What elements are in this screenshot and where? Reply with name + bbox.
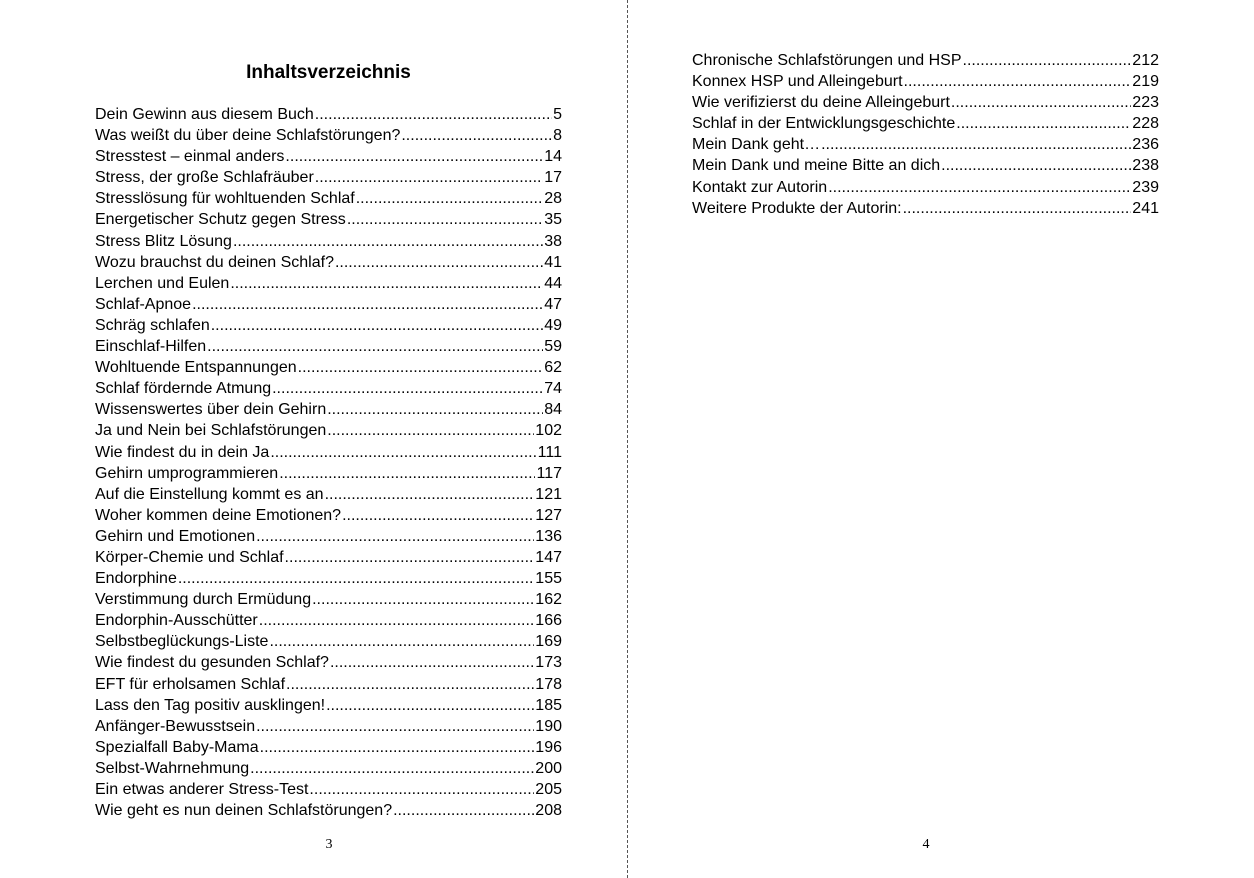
toc-entry: [95, 399, 562, 420]
toc-entry-title: Schlaf in der Entwicklungsgeschichte: [692, 115, 956, 133]
toc-entry: [95, 209, 562, 230]
toc-entry: [95, 315, 562, 336]
toc-entry: [692, 198, 1159, 219]
toc-entry-title: Auf die Einstellung kommt es an: [95, 485, 324, 503]
toc-entry-title: Kontakt zur Autorin: [692, 178, 828, 196]
toc-dot-leader: [963, 50, 1132, 71]
toc-entry: [95, 294, 562, 315]
toc-list-right: [692, 50, 1159, 219]
toc-entry-title: Konnex HSP und Alleingeburt: [692, 73, 903, 91]
toc-entry-page: 62: [544, 359, 562, 377]
toc-entry-title: Schräg schlafen: [95, 316, 210, 334]
toc-entry: [95, 167, 562, 188]
toc-entry-title: Mein Dank geht…: [692, 136, 821, 154]
toc-entry-page: 219: [1132, 73, 1159, 91]
toc-dot-leader: [230, 273, 543, 294]
toc-entry-title: Ein etwas anderer Stress-Test: [95, 781, 309, 798]
toc-dot-leader: [821, 134, 1131, 155]
toc-entry-page: 59: [544, 338, 562, 356]
toc-entry: [95, 631, 562, 652]
toc-entry: [692, 50, 1159, 71]
toc-entry: [95, 800, 562, 821]
toc-dot-leader: [260, 737, 535, 758]
toc-entry-page: 147: [535, 548, 562, 566]
toc-entry-title: Wohltuende Entspannungen: [95, 359, 297, 377]
toc-entry-title: Was weißt du über deine Schlafstörungen?: [95, 127, 401, 145]
toc-dot-leader: [326, 695, 534, 716]
toc-entry: [95, 378, 562, 399]
toc-dot-leader: [259, 610, 535, 631]
toc-entry-title: Gehirn umprogrammieren: [95, 464, 279, 482]
toc-entry: [95, 589, 562, 610]
toc-dot-leader: [178, 568, 534, 589]
toc-entry: [95, 526, 562, 547]
toc-entry: [95, 188, 562, 209]
toc-entry-page: 8: [553, 127, 562, 145]
toc-entry-title: Stress Blitz Lösung: [95, 232, 232, 250]
toc-dot-leader: [951, 92, 1131, 113]
toc-entry-page: 35: [544, 211, 562, 229]
toc-entry-title: Woher kommen deine Emotionen?: [95, 506, 342, 524]
toc-entry: [95, 652, 562, 673]
toc-entry-title: Mein Dank und meine Bitte an dich: [692, 157, 941, 175]
toc-entry-title: Energetischer Schutz gegen Stress: [95, 211, 346, 229]
toc-entry-page: 162: [535, 591, 562, 609]
toc-dot-leader: [401, 125, 552, 146]
toc-entry: [95, 695, 562, 716]
toc-entry: [95, 547, 562, 568]
toc-entry-page: 121: [535, 485, 562, 503]
toc-entry-page: 178: [535, 675, 562, 693]
toc-entry-title: Wie findest du in dein Ja: [95, 443, 270, 461]
toc-dot-leader: [335, 252, 543, 273]
toc-entry-title: Selbstbeglückungs-Liste: [95, 633, 269, 651]
toc-dot-leader: [211, 315, 543, 336]
toc-entry-title: Ja und Nein bei Schlafstörungen: [95, 422, 327, 440]
toc-dot-leader: [298, 357, 544, 378]
toc-entry-title: Stresslösung für wohltuenden Schlaf: [95, 190, 355, 208]
toc-entry-page: 190: [535, 717, 562, 735]
toc-entry-page: 14: [544, 148, 562, 166]
toc-entry: [95, 273, 562, 294]
toc-entry-title: Lerchen und Eulen: [95, 274, 230, 292]
toc-dot-leader: [828, 177, 1131, 198]
toc-entry-page: 241: [1132, 199, 1159, 217]
toc-dot-leader: [286, 674, 534, 695]
toc-dot-leader: [285, 146, 543, 167]
toc-dot-leader: [233, 231, 543, 252]
toc-entry: [95, 737, 562, 758]
toc-entry-title: Schlaf-Apnoe: [95, 295, 192, 313]
toc-dot-leader: [315, 104, 552, 125]
toc-list-left: [95, 104, 562, 821]
toc-entry-title: Anfänger-Bewusstsein: [95, 717, 256, 735]
toc-entry: [95, 674, 562, 695]
toc-dot-leader: [347, 209, 543, 230]
toc-entry-page: 205: [535, 781, 562, 798]
toc-entry-page: 84: [544, 401, 562, 419]
toc-entry: [692, 155, 1159, 176]
toc-entry: [95, 484, 562, 505]
page-divider: [627, 0, 628, 878]
toc-dot-leader: [356, 188, 543, 209]
toc-entry: [95, 716, 562, 737]
toc-entry: [95, 336, 562, 357]
toc-entry-page: 155: [535, 570, 562, 588]
toc-entry: [95, 610, 562, 631]
toc-dot-leader: [207, 336, 543, 357]
toc-dot-leader: [272, 378, 543, 399]
toc-entry-page: 236: [1132, 136, 1159, 154]
toc-entry-title: Weitere Produkte der Autorin:: [692, 199, 902, 217]
toc-entry-page: 44: [544, 274, 562, 292]
toc-entry-page: 239: [1132, 178, 1159, 196]
toc-entry: [692, 134, 1159, 155]
toc-entry-page: 223: [1132, 94, 1159, 112]
toc-entry: [692, 92, 1159, 113]
toc-entry-page: 136: [535, 527, 562, 545]
toc-entry-title: Wissenswertes über dein Gehirn: [95, 401, 327, 419]
toc-entry-title: Endorphine: [95, 570, 177, 588]
toc-entry-page: 208: [535, 802, 562, 820]
toc-entry-title: Wie verifizierst du deine Alleingeburt: [692, 94, 950, 112]
toc-entry-title: Stress, der große Schlafräuber: [95, 169, 314, 187]
toc-title: Inhaltsverzeichnis: [246, 62, 411, 83]
toc-entry-page: 111: [537, 443, 562, 461]
toc-entry-title: Einschlaf-Hilfen: [95, 338, 207, 356]
toc-entry-title: Lass den Tag positiv ausklingen!: [95, 696, 326, 714]
toc-entry-page: 185: [535, 696, 562, 714]
toc-dot-leader: [327, 399, 543, 420]
toc-entry: [95, 357, 562, 378]
toc-entry: [95, 252, 562, 273]
toc-entry-page: 5: [553, 106, 562, 123]
toc-entry: [95, 568, 562, 589]
right-page: [629, 0, 1254, 878]
toc-dot-leader: [941, 155, 1131, 176]
toc-entry-page: 49: [544, 316, 562, 334]
toc-entry-title: Körper-Chemie und Schlaf: [95, 548, 284, 566]
toc-entry-page: 102: [535, 422, 562, 440]
toc-entry-title: Spezialfall Baby-Mama: [95, 738, 259, 756]
toc-entry: [95, 463, 562, 484]
toc-entry: [95, 779, 562, 800]
toc-dot-leader: [904, 71, 1132, 92]
toc-entry-title: Stresstest – einmal anders: [95, 148, 285, 166]
toc-dot-leader: [315, 167, 543, 188]
toc-dot-leader: [325, 484, 535, 505]
toc-entry: [692, 113, 1159, 134]
toc-dot-leader: [250, 758, 534, 779]
toc-dot-leader: [327, 420, 534, 441]
page-number-left: 3: [325, 837, 333, 852]
toc-dot-leader: [285, 547, 535, 568]
toc-entry-title: Wie geht es nun deinen Schlafstörungen?: [95, 802, 393, 820]
toc-entry: [95, 231, 562, 252]
toc-entry-title: Selbst-Wahrnehmung: [95, 759, 250, 777]
toc-entry: [95, 420, 562, 441]
toc-entry-title: Dein Gewinn aus diesem Buch: [95, 106, 314, 123]
toc-dot-leader: [312, 589, 534, 610]
toc-entry-title: Verstimmung durch Ermüdung: [95, 591, 312, 609]
toc-entry: [95, 125, 562, 146]
toc-entry: [95, 146, 562, 167]
toc-entry-page: 127: [535, 506, 562, 524]
toc-entry-page: 169: [535, 633, 562, 651]
toc-entry-page: 41: [544, 253, 562, 271]
toc-entry-page: 74: [544, 380, 562, 398]
toc-dot-leader: [342, 505, 534, 526]
toc-entry: [95, 505, 562, 526]
toc-entry-title: Chronische Schlafstörungen und HSP: [692, 52, 962, 69]
toc-dot-leader: [279, 463, 535, 484]
toc-entry-page: 28: [544, 190, 562, 208]
toc-dot-leader: [270, 442, 536, 463]
toc-dot-leader: [393, 800, 534, 821]
toc-dot-leader: [192, 294, 543, 315]
toc-dot-leader: [309, 779, 534, 800]
toc-entry-page: 196: [535, 738, 562, 756]
toc-dot-leader: [956, 113, 1131, 134]
toc-entry-page: 173: [535, 654, 562, 672]
toc-dot-leader: [330, 652, 534, 673]
toc-entry-page: 212: [1132, 52, 1159, 69]
toc-entry-page: 17: [544, 169, 562, 187]
toc-dot-leader: [256, 526, 534, 547]
toc-entry: [692, 71, 1159, 92]
toc-dot-leader: [256, 716, 534, 737]
toc-dot-leader: [269, 631, 534, 652]
toc-entry-page: 117: [536, 464, 562, 482]
toc-entry-page: 47: [544, 295, 562, 313]
toc-entry-title: Wozu brauchst du deinen Schlaf?: [95, 253, 334, 271]
toc-entry-title: Wie findest du gesunden Schlaf?: [95, 654, 329, 672]
toc-entry-title: Endorphin-Ausschütter: [95, 612, 258, 630]
toc-entry: [95, 758, 562, 779]
toc-entry-title: Schlaf fördernde Atmung: [95, 380, 272, 398]
toc-entry-page: 166: [535, 612, 562, 630]
page-number-right: 4: [922, 837, 930, 852]
toc-entry-title: EFT für erholsamen Schlaf: [95, 675, 286, 693]
toc-entry: [95, 104, 562, 125]
toc-entry: [692, 177, 1159, 198]
toc-dot-leader: [903, 198, 1132, 219]
toc-entry-page: 228: [1132, 115, 1159, 133]
toc-entry-title: Gehirn und Emotionen: [95, 527, 256, 545]
toc-entry: [95, 442, 562, 463]
toc-entry-page: 200: [535, 759, 562, 777]
toc-entry-page: 38: [544, 232, 562, 250]
toc-entry-page: 238: [1132, 157, 1159, 175]
